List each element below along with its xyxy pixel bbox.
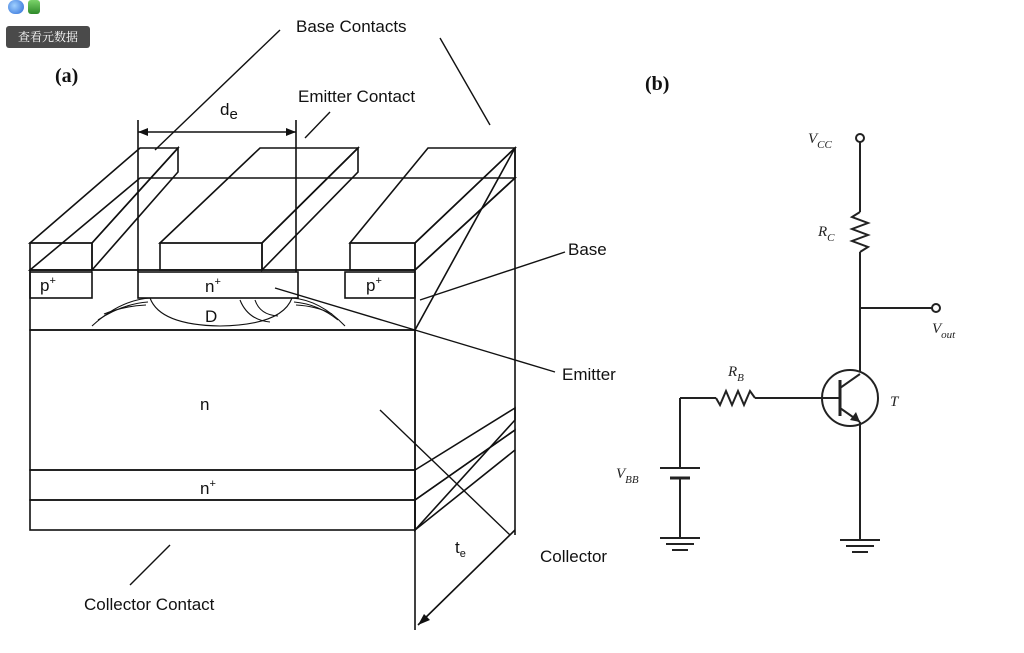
- leader-lines: [130, 30, 565, 585]
- ground-right: [840, 540, 880, 552]
- rc-resistor: [852, 212, 868, 252]
- label-base-contacts: Base Contacts: [296, 17, 407, 36]
- depletion-contours: [92, 298, 345, 326]
- panel-a-tag: (a): [55, 65, 79, 87]
- collector-contact-layer: [30, 500, 415, 530]
- label-rb: $R_B$: [728, 364, 744, 384]
- label-n-region: n: [200, 395, 210, 414]
- side-collector-band: [415, 430, 515, 530]
- nplus-substrate: [30, 470, 415, 500]
- label-rc: $R_C$: [818, 224, 835, 244]
- panel-a-device: [30, 17, 616, 630]
- vcc-terminal: [856, 134, 864, 142]
- view-metadata-button[interactable]: 查看元数据: [6, 26, 90, 48]
- label-vcc: $V_{CC}$: [808, 131, 832, 151]
- te-dimension: [415, 450, 515, 630]
- label-n-plus-emitter: n+: [205, 276, 221, 296]
- label-emitter: Emitter: [562, 365, 616, 384]
- panel-b-tag: (b): [645, 73, 670, 95]
- emitter-contact-bar: [160, 148, 358, 270]
- label-collector-contact: Collector Contact: [84, 595, 215, 614]
- vout-terminal: [932, 304, 940, 312]
- device-top-surface: [30, 178, 515, 270]
- label-d-region: D: [205, 307, 218, 326]
- label-vbb: $V_{BB}$: [616, 466, 639, 486]
- label-n-plus-substrate: n+: [200, 478, 216, 498]
- ground-left: [660, 538, 700, 550]
- label-collector: Collector: [540, 547, 608, 566]
- device-side-face: [415, 148, 515, 530]
- label-p-right: p+: [366, 275, 382, 295]
- side-nplus-band: [415, 408, 515, 500]
- label-vout: $V_{out}$: [932, 321, 956, 341]
- rb-resistor: [716, 391, 755, 405]
- panel-b-circuit: [616, 73, 956, 552]
- base-contact-right: [350, 148, 515, 270]
- label-base: Base: [568, 240, 607, 259]
- label-p-left: p+: [40, 275, 56, 295]
- label-de: de: [220, 100, 238, 123]
- n-region: [30, 330, 415, 470]
- label-emitter-contact: Emitter Contact: [298, 87, 416, 106]
- label-t: T: [890, 394, 899, 410]
- label-te: $t_e$: [455, 538, 466, 560]
